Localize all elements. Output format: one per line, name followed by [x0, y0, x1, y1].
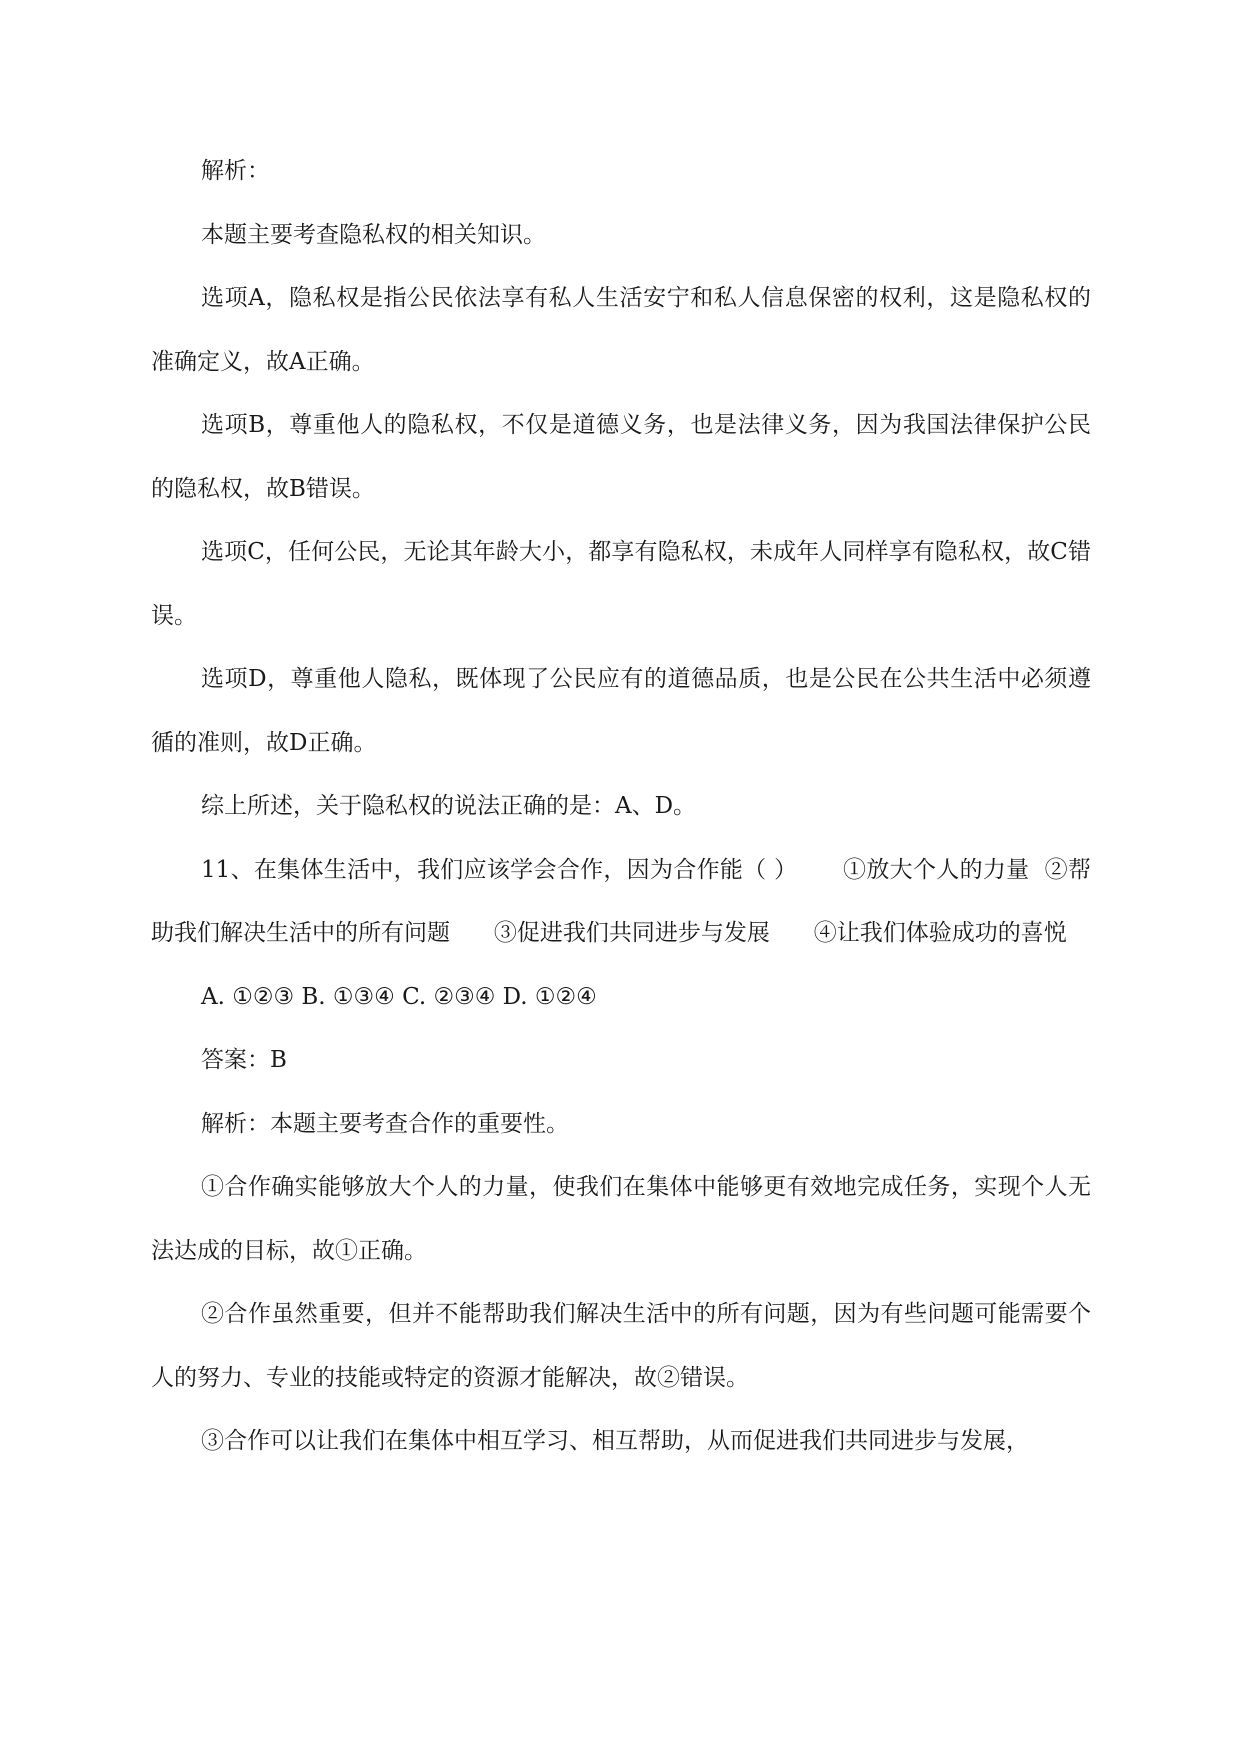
analysis-heading: 解析： [201, 158, 270, 184]
statement-1-explanation: ①合作确实能够放大个人的力量，使我们在集体中能够更有效地完成任务，实现个人无法达成的目标，故①正确。 [151, 1174, 1091, 1264]
option-b-explanation: 选项B，尊重他人的隐私权，不仅是道德义务，也是法律义务，因为我国法律保护公民的隐私权，故B错误。 [151, 412, 1091, 502]
option-a-explanation: 选项A，隐私权是指公民依法享有私人生活安宁和私人信息保密的权利，这是隐私权的准确定义，故A正确。 [151, 285, 1091, 375]
question-11-analysis: 解析：本题主要考查合作的重要性。 [201, 1110, 569, 1137]
analysis-conclusion: 综上所述，关于隐私权的说法正确的是：A、D。 [201, 793, 697, 819]
statement-3-explanation: ③合作可以让我们在集体中相互学习、相互帮助，从而促进我们共同进步与发展， [201, 1428, 1029, 1454]
question-11-choices: A. ①②③ B. ①③④ C. ②③④ D. ①②④ [201, 983, 597, 1010]
question-11-answer: 答案：B [201, 1047, 287, 1073]
analysis-intro: 本题主要考查隐私权的相关知识。 [201, 221, 546, 248]
document-body [151, 140, 1091, 1474]
option-d-explanation: 选项D，尊重他人隐私，既体现了公民应有的道德品质，也是公民在公共生活中必须遵循的准则，故D正确。 [151, 666, 1091, 756]
statement-2-explanation: ②合作虽然重要，但并不能帮助我们解决生活中的所有问题，因为有些问题可能需要个人的努力、专业的技能或特定的资源才能解决，故②错误。 [151, 1301, 1091, 1391]
question-11: 11、在集体生活中，我们应该学会合作，因为合作能（ ） ①放大个人的力量 ②帮助我们解决生活中的所有问题 ③促进我们共同进步与发展 ④让我们体验成功的喜悦 [151, 856, 1091, 946]
option-c-explanation: 选项C，任何公民，无论其年龄大小，都享有隐私权，未成年人同样享有隐私权，故C错误。 [151, 539, 1091, 629]
